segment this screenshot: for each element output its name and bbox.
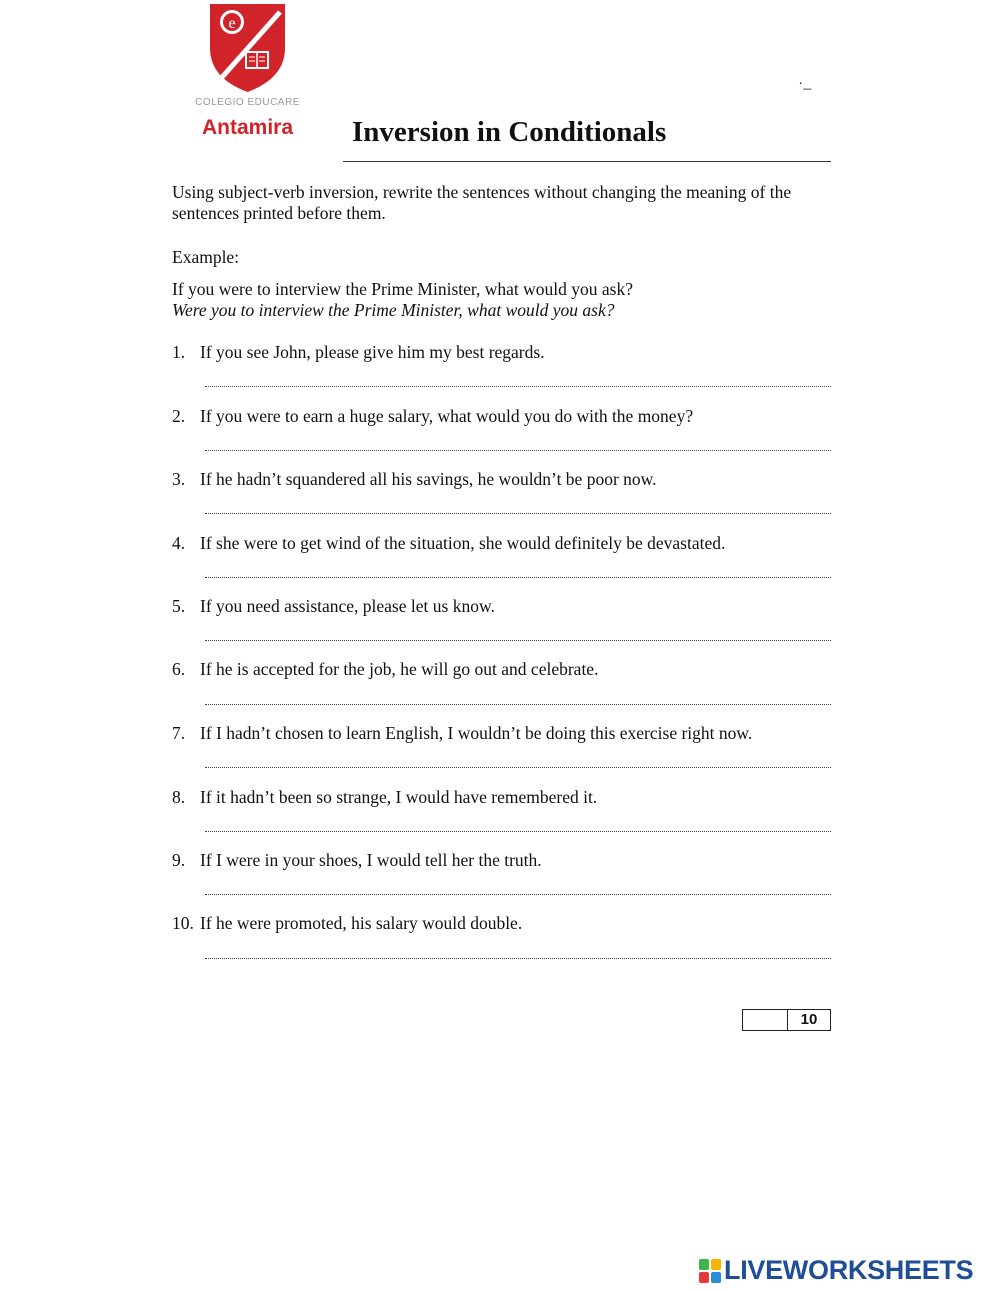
- logo-name: Antamira: [201, 116, 294, 139]
- logo-caption: COLEGIO EDUCARE: [195, 97, 300, 108]
- item-number: 8.: [172, 787, 186, 807]
- item-text: If I hadn’t chosen to learn English, I wouldn’t be doing this exercise right now.: [200, 723, 753, 743]
- item-number: 2.: [172, 406, 186, 426]
- item-text: If he is accepted for the job, he will go out and celebrate.: [200, 659, 599, 679]
- item-text: If he were promoted, his salary would double.: [200, 913, 523, 933]
- item-number: 4.: [172, 533, 186, 553]
- answer-line[interactable]: [205, 767, 831, 768]
- svg-text:e: e: [228, 15, 236, 32]
- item-text: If you need assistance, please let us know.: [200, 596, 495, 616]
- item-number: 3.: [172, 469, 186, 489]
- answer-line[interactable]: [205, 894, 831, 895]
- answer-line[interactable]: [205, 513, 831, 514]
- shield-icon: [180, 0, 315, 100]
- item-text: If he hadn’t squandered all his savings, he wouldn’t be poor now.: [200, 469, 657, 489]
- example-label: Example:: [172, 247, 240, 267]
- item-text: If it hadn’t been so strange, I would have remembered it.: [200, 787, 598, 807]
- item-number: 6.: [172, 659, 186, 679]
- answer-line[interactable]: [205, 386, 831, 387]
- answer-line[interactable]: [205, 831, 831, 832]
- example-sentence: If you were to interview the Prime Minister, what would you ask?: [172, 279, 633, 299]
- answer-line[interactable]: [205, 450, 831, 451]
- item-number: 5.: [172, 596, 186, 616]
- item-number: 7.: [172, 723, 186, 743]
- score-total: 10: [800, 1011, 818, 1028]
- liveworksheets-logo-icon: [698, 1258, 722, 1284]
- item-text: If you see John, please give him my best regards.: [200, 342, 545, 362]
- item-number: 10.: [172, 913, 194, 933]
- score-input[interactable]: [743, 1010, 788, 1030]
- corner-mark: ˙–: [798, 80, 812, 97]
- liveworksheets-brand: [698, 1255, 973, 1286]
- item-text: If she were to get wind of the situation, she would definitely be devastated.: [200, 533, 726, 553]
- item-text: If I were in your shoes, I would tell her the truth.: [200, 850, 542, 870]
- item-text: If you were to earn a huge salary, what would you do with the money?: [200, 406, 694, 426]
- answer-line[interactable]: [205, 640, 831, 641]
- answer-line[interactable]: [205, 577, 831, 578]
- answer-line[interactable]: [205, 958, 831, 959]
- instructions: Using subject-verb inversion, rewrite the sentences without changing the meaning of the sentences printed before them.: [172, 182, 792, 223]
- item-number: 9.: [172, 850, 186, 870]
- item-number: 1.: [172, 342, 186, 362]
- brand-name: LIVEWORKSHEETS: [724, 1255, 974, 1285]
- page-title: Inversion in Conditionals: [352, 116, 667, 148]
- score-box: [742, 1009, 831, 1031]
- title-divider: [343, 161, 831, 162]
- example-answer: Were you to interview the Prime Minister, what would you ask?: [172, 300, 615, 320]
- answer-line[interactable]: [205, 704, 831, 705]
